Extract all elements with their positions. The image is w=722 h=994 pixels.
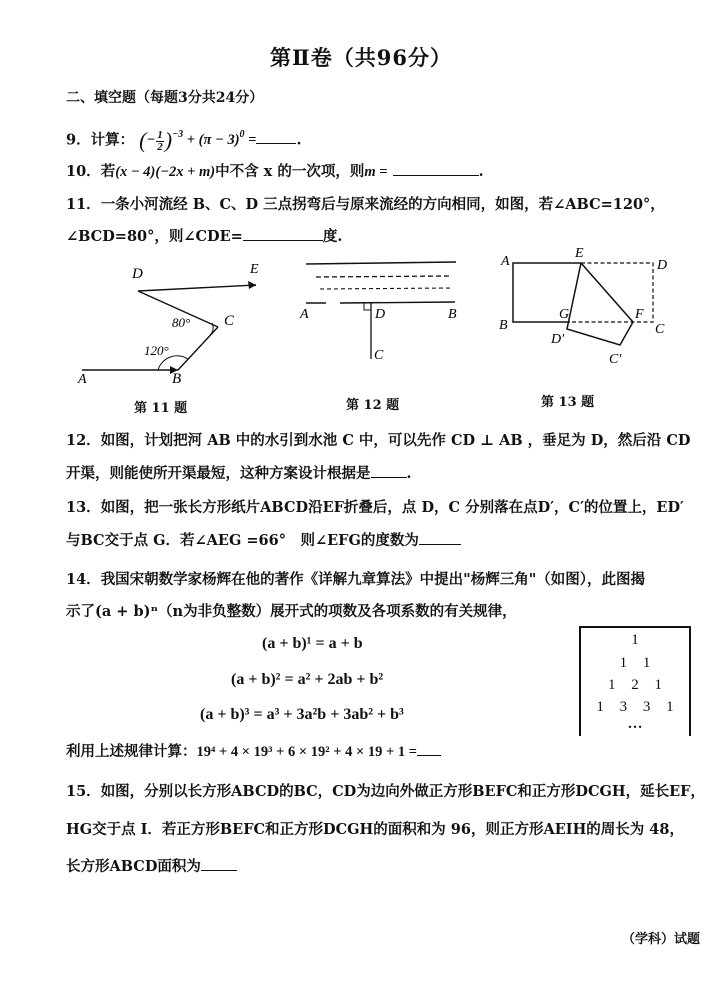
formula-2: (a + b)² = a² + 2ab + b² bbox=[231, 671, 384, 688]
label-e: E bbox=[575, 246, 584, 261]
math-expression: (x − 4)(−2x + m) bbox=[115, 164, 216, 180]
formula-3: (a + b)³ = a³ + 3a²b + 3ab² + b³ bbox=[200, 706, 404, 723]
question-13-line2: 与BC交于点 G．若∠AEG =66° 则∠EFG的度数为 bbox=[66, 529, 461, 550]
question-14-line1: 14．我国宋朝数学家杨辉在他的著作《详解九章算法》中提出"杨辉三角"（如图），此图揭 bbox=[66, 571, 646, 588]
question-11-line2: ∠BCD=80°，则∠CDE= 度. bbox=[66, 228, 343, 245]
question-14-compute: 利用上述规律计算：19⁴ + 4 × 19³ + 6 × 19² + 4 × 19 + 1 = bbox=[66, 740, 441, 761]
label-d: D bbox=[132, 266, 143, 282]
section-heading: 二、填空题（每题3分共24分） bbox=[66, 90, 264, 106]
figure-11-river-diagram bbox=[60, 255, 280, 415]
label-a: A bbox=[78, 372, 87, 387]
answer-blank[interactable] bbox=[201, 858, 237, 871]
figure-11-caption: 第 11 题 bbox=[134, 401, 188, 416]
question-12-line1: 12．如图，计划把河 AB 中的水引到水池 C 中，可以先作 CD ⊥ AB ，垂足为 D，然后沿 CD bbox=[66, 432, 691, 449]
label-a: A bbox=[300, 307, 309, 322]
label-b: B bbox=[172, 371, 182, 387]
question-10: 10．若(x − 4)(−2x + m)中不含 x 的一次项，则m = . bbox=[66, 163, 484, 180]
answer-blank[interactable] bbox=[256, 131, 296, 144]
triangle-ellipsis: … bbox=[627, 716, 643, 732]
question-12-line2: 开渠，则能使所开渠最短，这种方案设计根据是 . bbox=[66, 465, 412, 482]
math-expression: 19⁴ + 4 × 19³ + 6 × 19² + 4 × 19 + 1 = bbox=[196, 744, 418, 760]
question-15-line2: HG交于点 I．若正方形BEFC和正方形DCGH的面积和为 96，则正方形AEIH的周长为 48， bbox=[66, 821, 684, 838]
answer-blank[interactable] bbox=[419, 532, 461, 545]
triangle-row: 1 2 1 bbox=[608, 677, 662, 693]
triangle-row: 1 bbox=[631, 632, 639, 648]
label-c: C bbox=[224, 313, 235, 329]
label-c: C bbox=[374, 348, 384, 363]
figure-13-folding-diagram bbox=[495, 245, 685, 380]
label-g: G bbox=[559, 307, 570, 322]
yang-hui-triangle bbox=[579, 626, 691, 736]
figure-12-caption: 第 12 题 bbox=[346, 398, 400, 413]
angle-label-120: 120° bbox=[144, 343, 169, 358]
question-15-line3: 长方形ABCD面积为 bbox=[66, 855, 237, 876]
angle-label-80: 80° bbox=[172, 315, 191, 330]
formula-1: (a + b)¹ = a + b bbox=[262, 635, 363, 652]
page-title: 第Ⅱ卷（共96分） bbox=[270, 45, 452, 70]
label-a: A bbox=[501, 254, 510, 269]
answer-blank[interactable] bbox=[371, 465, 407, 478]
question-15-line1: 15．如图，分别以长方形ABCD的BC，CD为边向外做正方形BEFC和正方形DCGH，延长EF， bbox=[66, 783, 705, 800]
question-number: 9． bbox=[66, 131, 91, 149]
label-c-prime: C′ bbox=[609, 352, 622, 367]
label-d: D bbox=[375, 307, 386, 322]
footer-subject-label: （学科）试题 bbox=[621, 932, 700, 947]
label-d-prime: D′ bbox=[551, 332, 565, 347]
answer-blank[interactable] bbox=[393, 163, 479, 176]
question-13-line1: 13．如图，把一张长方形纸片ABCD沿EF折叠后，点 D，C 分别落在点D′，C′的位置上，ED′ bbox=[66, 499, 684, 516]
figure-13-caption: 第 13 题 bbox=[541, 395, 595, 410]
math-expression: (− $\frac{1}{2}$ )$^{-3} + (\pi - 3)^0$ = bbox=[139, 128, 257, 153]
label-c: C bbox=[655, 322, 665, 337]
question-11-line1: 11．一条小河流经 B、C、D 三点拐弯后与原来流经的方向相同，如图，若∠ABC=120°， bbox=[66, 196, 665, 213]
label-d: D bbox=[657, 258, 668, 273]
question-14-line2: 示了(a + b)ⁿ（n为非负整数）展开式的项数及各项系数的有关规律， bbox=[66, 603, 517, 620]
label-e: E bbox=[250, 262, 259, 277]
label-f: F bbox=[635, 307, 644, 322]
label-b: B bbox=[448, 307, 457, 322]
answer-blank[interactable] bbox=[243, 228, 323, 241]
triangle-row: 1 3 3 1 bbox=[596, 699, 674, 715]
triangle-row: 1 1 bbox=[619, 655, 651, 671]
figure-12-canal-diagram bbox=[290, 255, 470, 375]
answer-blank[interactable] bbox=[417, 743, 441, 756]
label-b: B bbox=[499, 318, 508, 333]
question-9: 9．计算： (− $\frac{1}{2}$ )$^{-3} + (\pi - 3)^0$ = . bbox=[66, 128, 302, 153]
question-prompt: 计算： bbox=[90, 131, 135, 149]
